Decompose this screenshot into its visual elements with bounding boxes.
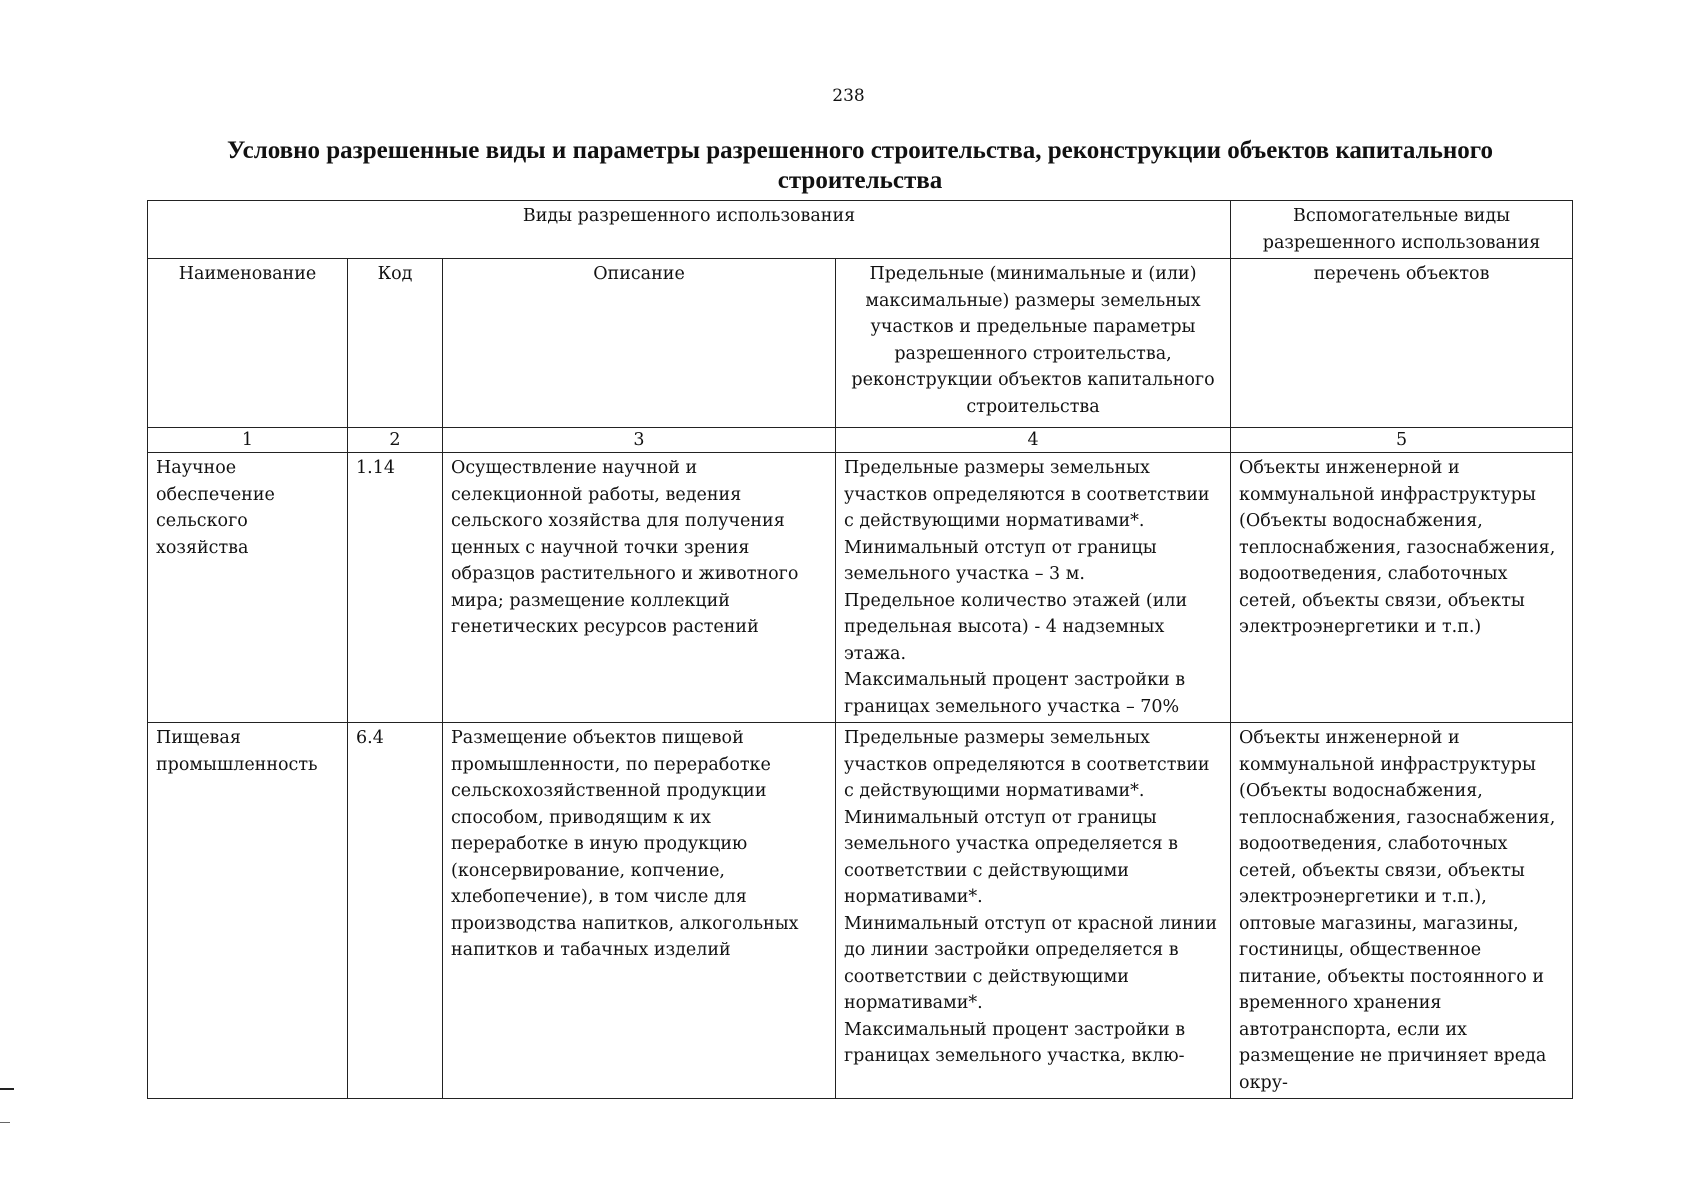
table-row bbox=[148, 453, 1573, 723]
column-number: 1 bbox=[148, 428, 348, 453]
header-auxiliary-uses: Вспомогательные виды разрешенного использования bbox=[1231, 201, 1573, 259]
column-number: 2 bbox=[348, 428, 443, 453]
cell-description: Осуществление научной и селекционной работы, ведения сельского хозяйства для получения ценных с научной точки зрения образцов растительного и животного мира; размещение коллекций генетических ресурсов растений bbox=[443, 453, 836, 723]
header-permitted-uses: Виды разрешенного использования bbox=[148, 201, 1231, 259]
table-row bbox=[148, 723, 1573, 1099]
cell-description: Размещение объектов пищевой промышленности, по переработке сельскохозяйственной продукции способом, приводящим к их переработке в иную продукцию (консервирование, копчение, хлебопечение), в том числе для производства напитков, алкогольных напитков и табачных изделий bbox=[443, 723, 836, 1099]
scan-margin-mark bbox=[0, 1088, 14, 1090]
column-number: 4 bbox=[836, 428, 1231, 453]
cell-name: Пищевая промышленность bbox=[148, 723, 348, 1099]
cell-objects: Объекты инженерной и коммунальной инфраструктуры (Объекты водоснабжения, теплоснабжения, газоснабжения, водоотведения, слаботочных сетей, объекты связи, объекты электроэнергетики и т.п.), оптовые магазины, магазины, гостиницы, общественное питание, объекты постоянного и временного хранения автотранспорта, если их размещение не причиняет вреда окру- bbox=[1231, 723, 1573, 1099]
table-column-header-row bbox=[148, 259, 1573, 428]
cell-parameters: Предельные размеры земельных участков определяются в соответствии с действующими нормативами*. Минимальный отступ от границы земельного участка определяется в соответствии с действующими нормативами*. Минимальный отступ от красной линии до линии застройки определяется в соответствии с действующими нормативами*. Максимальный процент застройки в границах земельного участка, вклю- bbox=[836, 723, 1231, 1099]
cell-code: 1.14 bbox=[348, 453, 443, 723]
cell-parameters: Предельные размеры земельных участков определяются в соответствии с действующими нормативами*. Минимальный отступ от границы земельного участка – 3 м. Предельное количество этажей (или предельная высота) - 4 надземных этажа. Максимальный процент застройки в границах земельного участка – 70% bbox=[836, 453, 1231, 723]
column-number: 3 bbox=[443, 428, 836, 453]
cell-objects: Объекты инженерной и коммунальной инфраструктуры (Объекты водоснабжения, теплоснабжения, газоснабжения, водоотведения, слаботочных сетей, объекты связи, объекты электроэнергетики и т.п.) bbox=[1231, 453, 1573, 723]
permitted-use-table bbox=[147, 200, 1573, 1099]
cell-code: 6.4 bbox=[348, 723, 443, 1099]
page-number: 238 bbox=[832, 86, 865, 106]
header-parameters: Предельные (минимальные и (или) максимальные) размеры земельных участков и предельные параметры разрешенного строительства, реконструкции объектов капитального строительства bbox=[836, 259, 1231, 428]
document-title: Условно разрешенные виды и параметры разрешенного строительства, реконструкции объектов капитального строительства bbox=[226, 137, 1494, 194]
header-description: Описание bbox=[443, 259, 836, 428]
column-number: 5 bbox=[1231, 428, 1573, 453]
header-name: Наименование bbox=[148, 259, 348, 428]
column-number-row bbox=[148, 428, 1573, 453]
header-objects-list: перечень объектов bbox=[1231, 259, 1573, 428]
cell-name: Научное обеспечение сельского хозяйства bbox=[148, 453, 348, 723]
header-code: Код bbox=[348, 259, 443, 428]
table-group-header-row bbox=[148, 201, 1573, 259]
scan-margin-mark bbox=[0, 1122, 10, 1123]
